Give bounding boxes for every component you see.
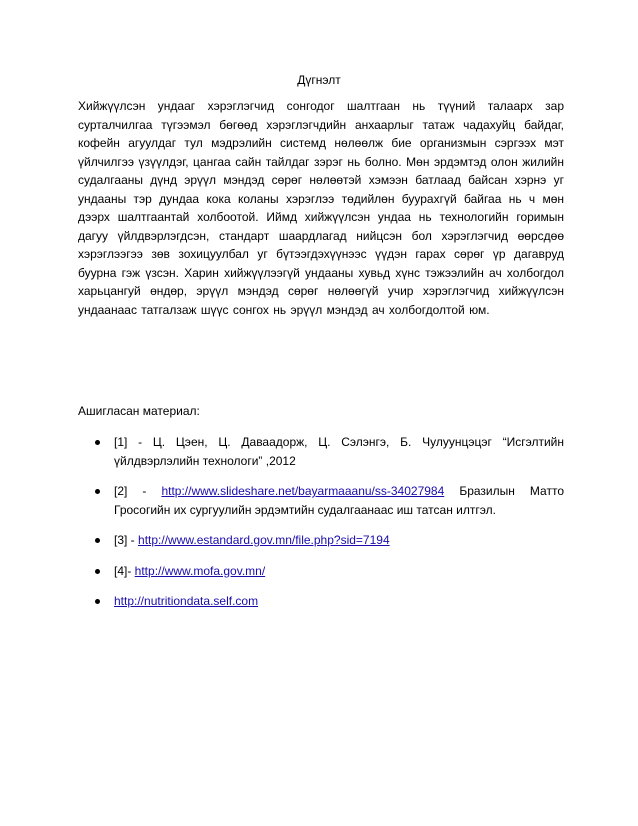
bullet-icon — [95, 538, 100, 543]
reference-suffix: Бразилын Матто Гросогийн их сургуулийн эрдэмтийн судалгаанаас иш татсан илтгэл. — [114, 484, 564, 517]
reference-prefix: [4]- — [114, 563, 135, 578]
reference-item-1 — [78, 433, 564, 470]
bullet-icon — [95, 489, 100, 494]
document-title: Дүгнэлт — [297, 73, 341, 87]
reference-prefix: [3] - — [114, 533, 139, 547]
reference-text: [1] - Ц. Цэен, Ц. Даваадорж, Ц. Сэлэнгэ, Б. Чулуунцэцэг “Исгэлтийн үйлдвэрлэлийн технологи” ,2012 — [114, 435, 564, 468]
reference-prefix: [2] - — [114, 484, 162, 498]
reference-item-3 — [78, 531, 564, 550]
reference-link-mofa[interactable]: http://www.mofa.gov.mn/ — [134, 563, 266, 578]
reference-item-5 — [78, 592, 564, 611]
reference-item-2 — [78, 482, 564, 519]
bullet-icon — [95, 569, 100, 574]
reference-link-nutritiondata[interactable]: http://nutritiondata.self.com — [114, 594, 259, 608]
bullet-icon — [95, 440, 100, 445]
reference-item-4 — [78, 562, 564, 581]
reference-link-slideshare[interactable]: http://www.slideshare.net/bayarmaaanu/ss-34027984 — [161, 484, 445, 498]
bullet-icon — [95, 599, 100, 604]
references-heading: Ашигласан материал: — [78, 404, 200, 418]
reference-link-estandard[interactable]: http://www.estandard.gov.mn/file.php?sid=7194 — [138, 533, 390, 547]
references-list — [78, 433, 564, 623]
conclusion-paragraph: Хийжүүлсэн ундааг хэрэглэгчид сонгодог шалтгаан нь түүний талаарх зар сурталчилгаа түгээмэл бөгөөд хэрэглэгчдийн анхаарлыг татаж чадахуйц байдаг, кофейн агуулдаг тул мэдрэлийн системд нөлөөлж бие организмын сэргээх мэт үйлчилгээ үзүүлдэг, цангаа сайн тайлдаг зэрэг нь болно. Мөн эрдэмтэд олон жилийн судалгааны дүнд эрүүл мэндэд сөрөг нөлөөтэй хэмээн батлаад байсан хэрнэ уг ундааны тэр дундаа кока коланы хэрэглээ төдийлөн буурахгүй байгаа нь ч мөн дээрх шалтгаантай холбоотой. Иймд хийжүүлсэн ундаа нь технологийн горимын дагуу үйлдвэрлэгдсэн, стандарт шаардлагад нийцсэн бол хэрэглэгчид өөрсдөө хэрэглээгээ зөв зохицуулбал уг бүтээгдэхүүнээс үүдэн гарах сөрөг үр дагавруд буурна гэж үзсэн. Харин хийжүүлээгүй ундааны хувьд хүнс тэжээлийн ач холбогдол харьцангуй өндөр, эрүүл мэндэд сөрөг нөлөөгүй учир хэрэглэгчид хийжүүлсэн ундаанаас татгалзаж шүүс сонгох нь эрүүл мэндэд ач холбогдолтой юм. — [78, 99, 564, 317]
